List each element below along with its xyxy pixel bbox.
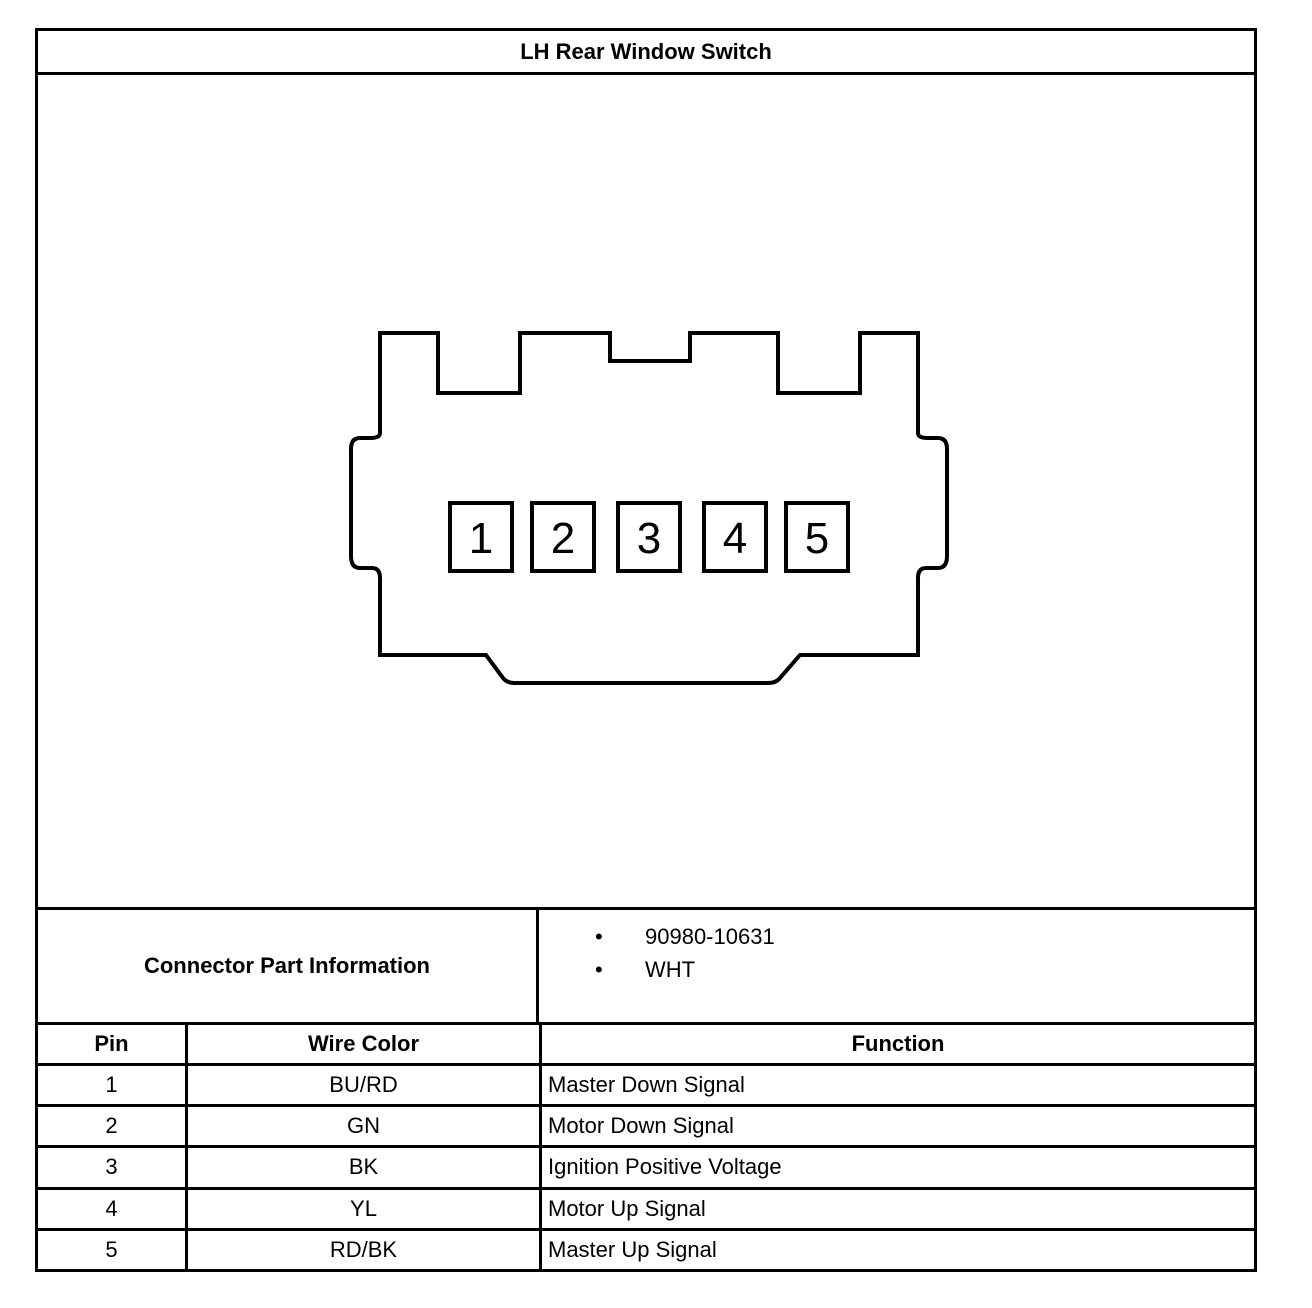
table-row bbox=[38, 1188, 1254, 1229]
pin-cell: 1 bbox=[38, 1065, 187, 1106]
pin-1-label: 1 bbox=[468, 514, 494, 563]
pin-boxes bbox=[450, 503, 848, 571]
function-cell: Master Up Signal bbox=[548, 1236, 717, 1262]
pin-4-label: 4 bbox=[722, 514, 748, 563]
connector-color-item: • WHT bbox=[539, 953, 1254, 986]
connector-part-info-label: Connector Part Information bbox=[38, 910, 539, 1022]
connector-sheet bbox=[35, 28, 1257, 1272]
pin-5-label: 5 bbox=[804, 514, 830, 563]
table-row bbox=[38, 1147, 1254, 1188]
wire-color-cell: GN bbox=[187, 1106, 541, 1147]
connector-part-info-list bbox=[539, 910, 1254, 1032]
pin-2-label: 2 bbox=[550, 514, 576, 563]
pin-table-header bbox=[38, 1025, 1254, 1065]
part-number-item: • 90980-10631 bbox=[539, 920, 1254, 953]
function-cell: Master Down Signal bbox=[541, 1065, 1255, 1106]
title-text: LH Rear Window Switch bbox=[520, 38, 772, 64]
pin-cell: 3 bbox=[38, 1147, 187, 1188]
connector-part-info-row bbox=[38, 907, 1254, 1025]
wire-color-cell: BK bbox=[187, 1147, 541, 1188]
table-row bbox=[38, 1106, 1254, 1147]
diagram-title bbox=[38, 31, 1254, 75]
function-cell: Motor Up Signal bbox=[541, 1188, 1255, 1229]
connector-face-drawing bbox=[38, 75, 1254, 909]
pin-3-label: 3 bbox=[636, 514, 662, 563]
pin-cell: 4 bbox=[38, 1188, 187, 1229]
connector-diagram-area bbox=[38, 75, 1254, 909]
table-row bbox=[38, 1229, 1254, 1269]
pin-cell: 2 bbox=[38, 1106, 187, 1147]
wire-color-cell: YL bbox=[187, 1188, 541, 1229]
table-row bbox=[38, 1065, 1254, 1106]
header-pin: Pin bbox=[38, 1025, 187, 1065]
function-cell: Motor Down Signal bbox=[541, 1106, 1255, 1147]
function-cell: Ignition Positive Voltage bbox=[541, 1147, 1255, 1188]
header-wire-color: Wire Color bbox=[187, 1025, 541, 1065]
wire-color-cell: RD/BK bbox=[187, 1229, 541, 1269]
header-function: Function bbox=[541, 1025, 1255, 1065]
pin-cell: 5 bbox=[38, 1229, 187, 1269]
wire-color-cell: BU/RD bbox=[187, 1065, 541, 1106]
pin-table bbox=[38, 1025, 1254, 1269]
